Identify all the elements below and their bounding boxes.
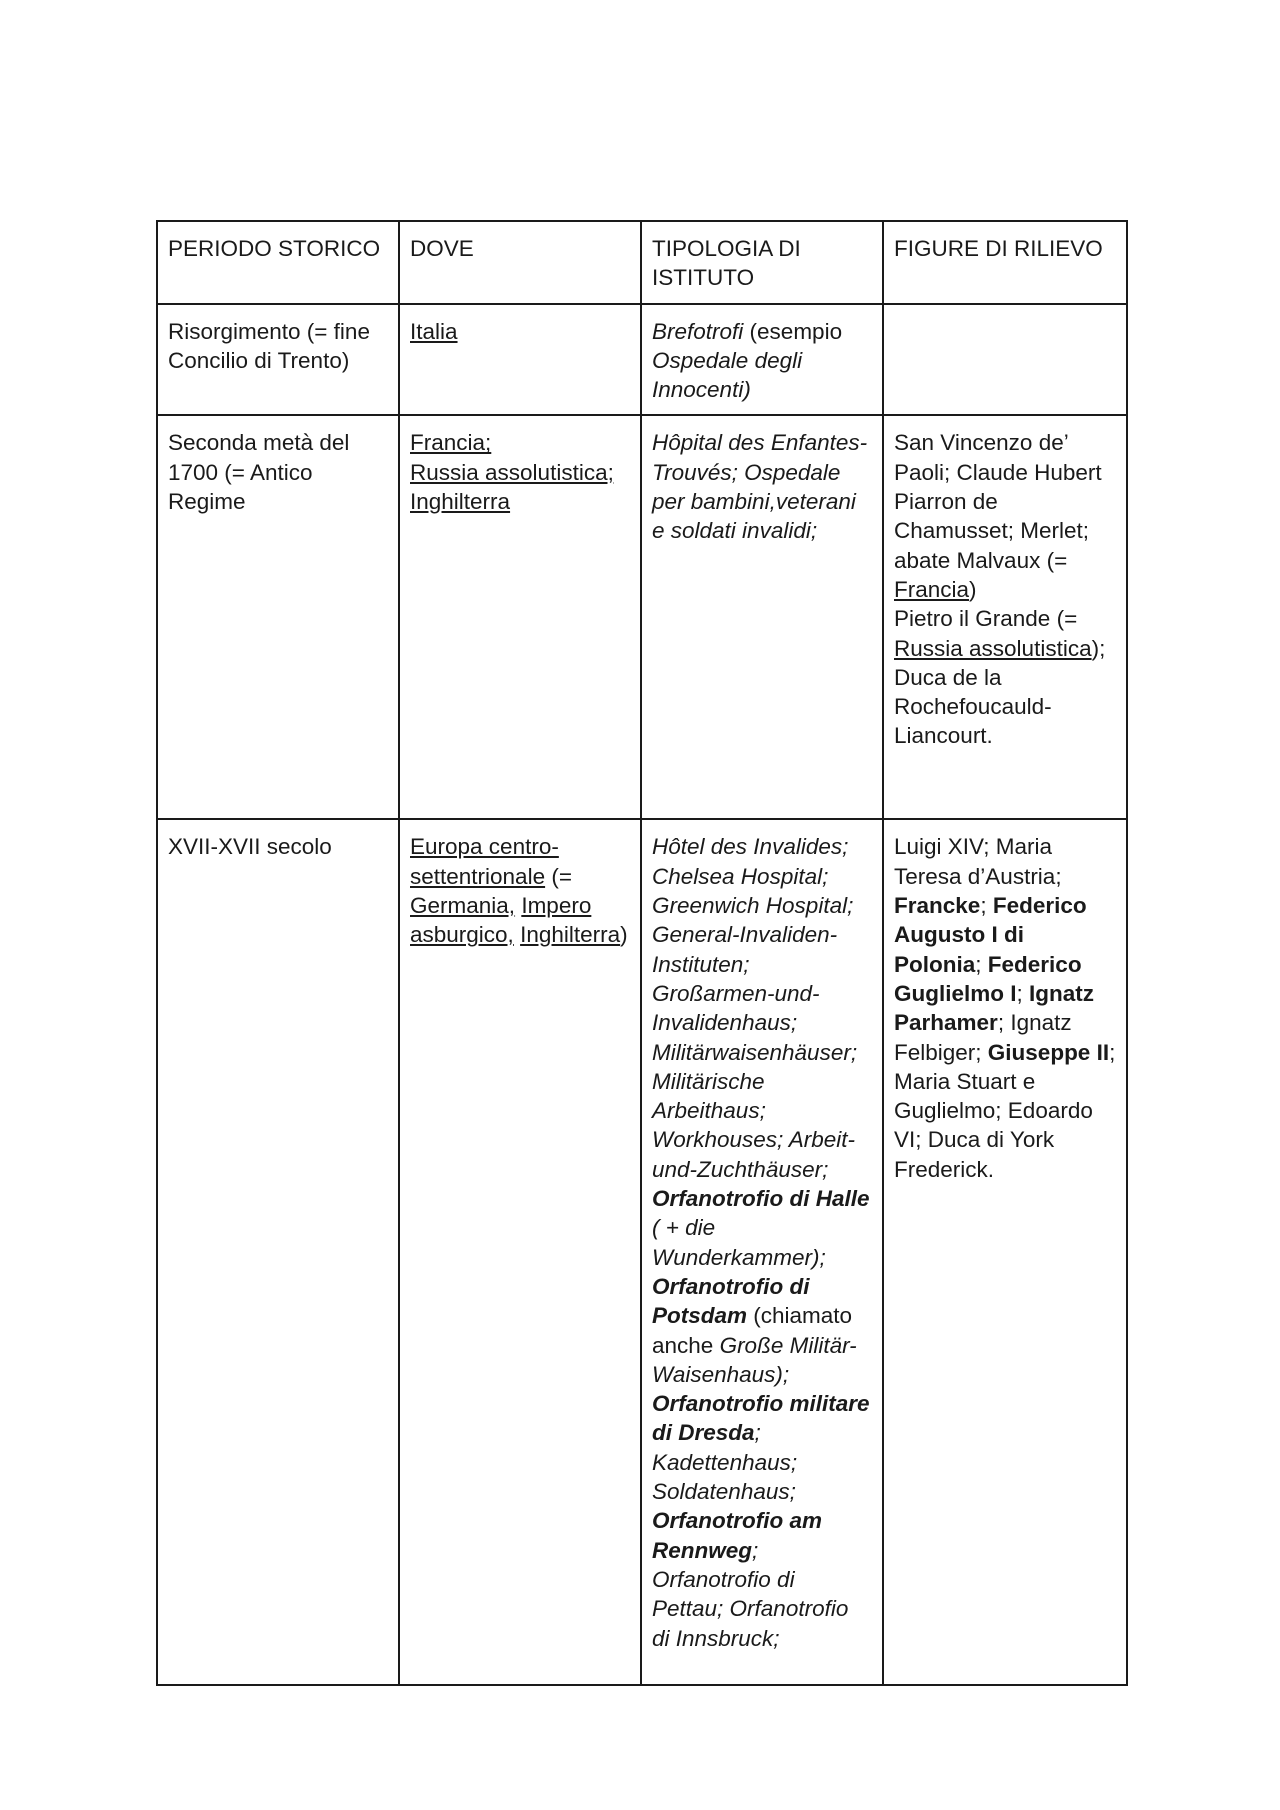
text-segment: ; Maria Stuart e Guglielmo; Edoardo VI; Duca di York Frederick. [894, 1039, 1116, 1182]
text-segment: Hôpital des Enfantes-Trouvés; Ospedale per bambini,veterani e soldati invalidi; [652, 430, 868, 544]
cell-dove [399, 819, 641, 1685]
cell-figure [883, 304, 1127, 416]
text-segment: Große Militär-Waisenhaus); [652, 1332, 857, 1387]
text-segment: Impero asburgico, [410, 893, 592, 948]
text-segment: ; [1016, 980, 1030, 1006]
header-dove: DOVE [399, 221, 641, 304]
text-segment: ; Kadettenhaus; Soldatenhaus; [652, 1420, 798, 1505]
text-segment: (= [545, 863, 572, 889]
header-tipologia: TIPOLOGIA DI ISTITUTO [641, 221, 883, 304]
text-segment: ; [975, 951, 988, 977]
text-segment: Federico Augusto I di Polonia [894, 893, 1087, 977]
text-segment: Hôtel des Invalides; Chelsea Hospital; Greenwich Hospital; General-Invaliden-Instituten; Großarmen-und-Invalidenhaus; Militärwaisenhäuser; Militärische Arbeithaus; Workhouses; Arbeit-und-Zuchthäuser; [652, 834, 858, 1182]
text-segment: Orfanotrofio am Rennweg [652, 1508, 823, 1563]
text-segment: Francia [894, 576, 970, 602]
table-header-row [157, 221, 1127, 304]
text-segment: Risorgimento (= fine Concilio di Trento) [168, 318, 370, 373]
text-segment: Inghilterra [520, 922, 621, 948]
cell-figure [883, 819, 1127, 1685]
header-periodo: PERIODO STORICO [157, 221, 399, 304]
table-row [157, 304, 1127, 416]
text-segment: ) [969, 576, 977, 602]
cell-periodo [157, 819, 399, 1685]
cell-periodo [157, 304, 399, 416]
cell-tipologia [641, 304, 883, 416]
text-segment: (chiamato anche [652, 1303, 853, 1358]
table-row [157, 819, 1127, 1685]
text-segment: ); [1091, 635, 1106, 661]
text-segment: ; Ignatz Felbiger; [894, 1010, 1072, 1065]
text-segment: Orfanotrofio militare di Dresda [652, 1391, 870, 1446]
text-segment: Federico Guglielmo I [894, 951, 1082, 1006]
text-segment: ; [980, 893, 993, 919]
text-segment: Ospedale degli Innocenti) [652, 347, 803, 403]
text-segment: Inghilterra [410, 489, 511, 515]
cell-figure [883, 415, 1127, 819]
text-segment: Francke [894, 893, 981, 919]
text-segment: XVII-XVII secolo [168, 834, 332, 860]
cell-dove [399, 304, 641, 416]
text-segment: Duca de la Rochefoucauld-Liancourt. [894, 664, 1052, 749]
cell-tipologia [641, 415, 883, 819]
text-segment: Russia assolutistica; [410, 459, 614, 485]
text-segment: ( + die Wunderkammer); [652, 1215, 826, 1270]
table-row [157, 415, 1127, 819]
text-segment: Italia [410, 318, 458, 344]
text-segment: (esempio [743, 318, 843, 344]
text-segment: Brefotrofi [652, 318, 744, 344]
text-segment: Europa centro-settentrionale [410, 834, 559, 889]
cell-periodo [157, 415, 399, 819]
text-segment: Francia; [410, 430, 492, 456]
text-segment: Ignatz Parhamer [894, 980, 1095, 1036]
text-segment: Luigi XIV; Maria Teresa d’Austria; [894, 834, 1062, 889]
cell-dove [399, 415, 641, 819]
text-segment: Seconda metà del 1700 (= Antico Regime [168, 430, 350, 515]
text-segment: Russia assolutistica [894, 635, 1092, 661]
text-segment: Giuseppe II [987, 1039, 1110, 1065]
history-table [156, 220, 1128, 1686]
text-segment: Pietro il Grande (= [894, 606, 1078, 632]
text-segment: ; Orfanotrofio di Pettau; Orfanotrofio di Innsbruck; [652, 1537, 849, 1651]
text-segment: Orfanotrofio di Halle [652, 1186, 870, 1212]
text-segment: Orfanotrofio di Potsdam [652, 1273, 810, 1329]
text-segment: Germania, [410, 893, 516, 919]
text-segment: San Vincenzo de’ Paoli; Claude Hubert Piarron de Chamusset; Merlet; abate Malvaux (= [894, 430, 1102, 573]
cell-tipologia [641, 819, 883, 1685]
header-figure: FIGURE DI RILIEVO [883, 221, 1127, 304]
text-segment: ) [620, 922, 628, 948]
